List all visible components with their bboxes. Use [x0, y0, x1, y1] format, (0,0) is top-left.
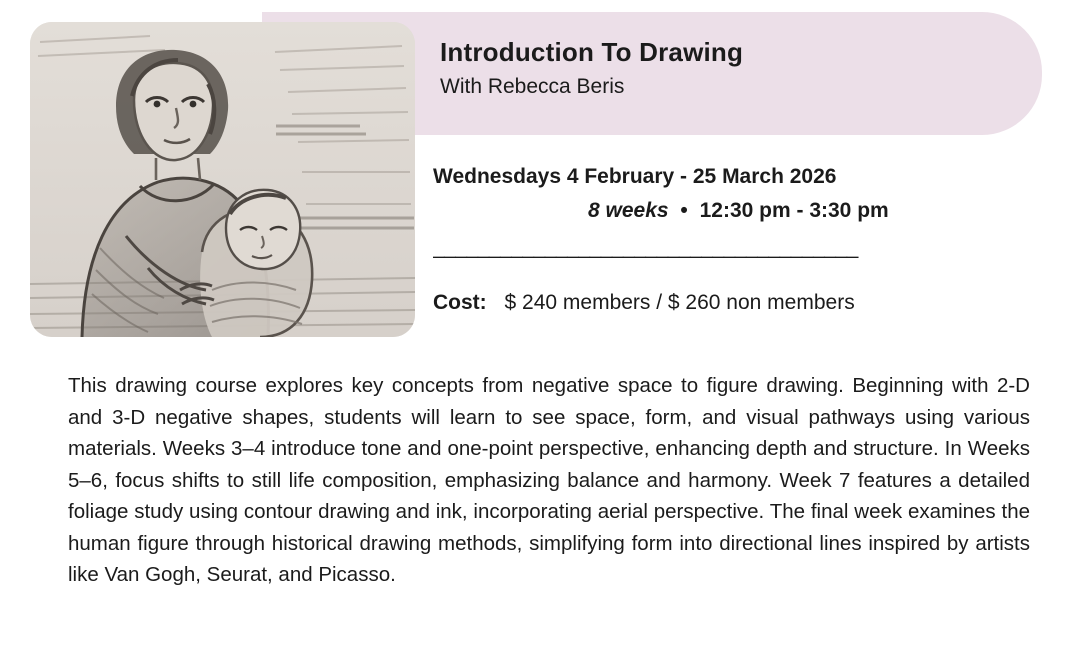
schedule-time: 12:30 pm - 3:30 pm: [699, 199, 889, 223]
divider: ______________________________________: [433, 236, 858, 259]
course-description: This drawing course explores key concepts from negative space to figure drawing. Beginning with 2-D and 3-D negative shapes, students will learn to see space, form, and visual pathways using various materials. Weeks 3–4 introduce tone and one-point perspective, enhancing depth and structure. In Weeks 5–6, focus shifts to still life composition, emphasizing balance and harmony. Week 7 features a detailed foliage study using contour drawing and ink, incorporating aerial perspective. The final week examines the human figure through historical drawing methods, simplifying form into directional lines inspired by artists like Van Gogh, Seurat, and Picasso.: [68, 374, 1030, 586]
cost-value: $ 240 members / $ 260 non members: [504, 291, 855, 314]
course-header-text: [440, 38, 1020, 99]
page-title: Introduction To Drawing: [440, 37, 744, 67]
schedule-dates: Wednesdays 4 February - 25 March 2026: [433, 165, 837, 188]
schedule-duration-time: [433, 197, 1033, 225]
pencil-sketch-illustration: [30, 22, 415, 337]
schedule-separator: •: [680, 199, 688, 223]
cost-row: [433, 291, 855, 315]
course-presenter: With Rebecca Beris: [440, 74, 625, 98]
cost-label: Cost:: [433, 291, 487, 314]
artwork-image: [30, 22, 415, 337]
schedule-weeks: 8 weeks: [588, 199, 669, 223]
schedule-block: [433, 163, 1033, 226]
